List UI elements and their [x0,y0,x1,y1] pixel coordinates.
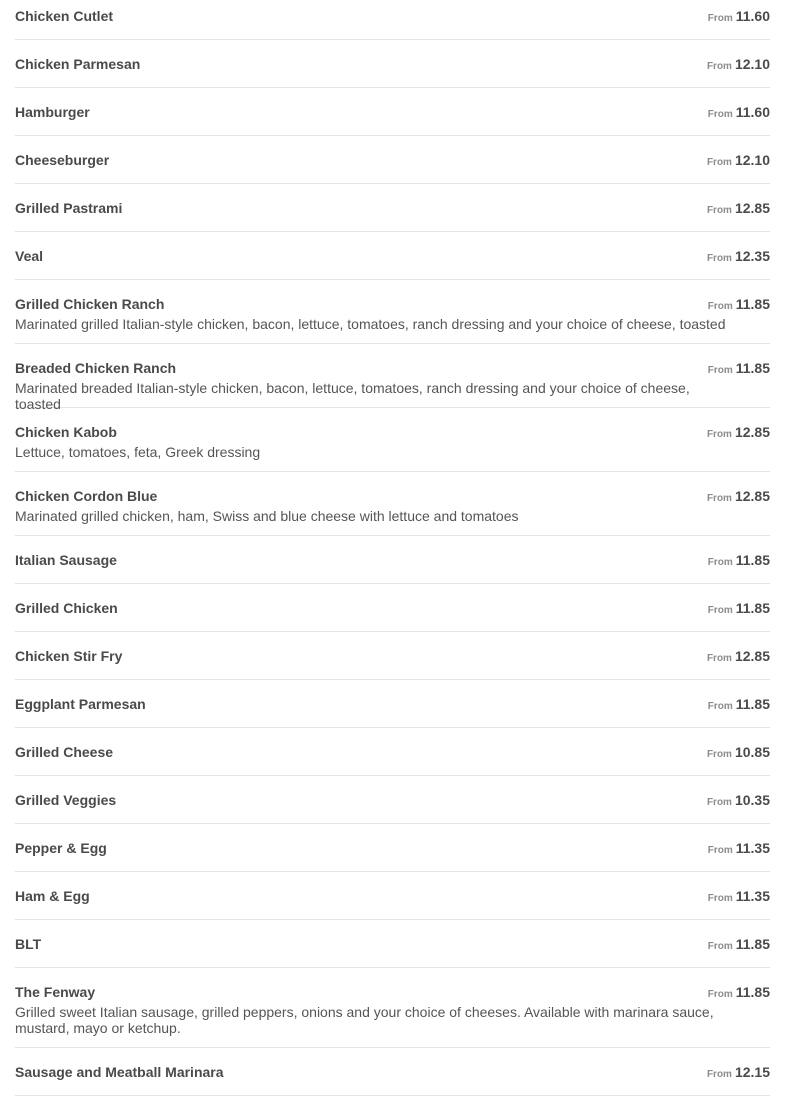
menu-item-price [708,356,770,383]
menu-item-price [707,52,770,79]
menu-item-description: Grilled sweet Italian sausage, grilled peppers, onions and your choice of cheeses. Available with marinara sauce, mustard, mayo or ketchup. [15,1004,714,1036]
price-prefix: From [707,301,733,312]
menu-item-header [15,788,770,812]
price-prefix: From [707,941,733,952]
menu-item-price [708,548,770,575]
menu-item-header [15,932,770,956]
menu-item-header [15,100,770,124]
menu-item-name: Grilled Chicken [15,600,118,616]
menu-item[interactable] [15,88,770,136]
price-value: 11.60 [735,104,770,120]
menu-item[interactable] [15,632,770,680]
price-value: 11.35 [735,840,770,856]
price-value: 10.85 [734,744,770,760]
menu-item-name: Eggplant Parmesan [15,696,146,712]
menu-item-price [707,148,770,175]
menu-item-header [15,292,770,316]
menu-item-price [708,100,770,127]
menu-item[interactable] [15,184,770,232]
menu-item[interactable] [15,344,770,412]
menu-item[interactable] [15,1048,770,1096]
price-value: 12.85 [734,648,770,664]
menu-item-name: Italian Sausage [15,552,117,568]
price-prefix: From [706,653,732,664]
menu-item-name: Chicken Cordon Blue [15,488,158,504]
menu-item-price [708,932,770,959]
menu-item[interactable] [15,536,770,584]
menu-item-header [15,884,770,908]
menu-item-header [15,148,770,172]
menu-item-header [15,420,770,444]
menu-item[interactable] [15,40,770,88]
price-value: 12.15 [734,1064,770,1080]
menu-item[interactable] [15,232,770,280]
menu-item[interactable] [15,584,770,632]
menu-item-name: Hamburger [15,104,90,120]
price-value: 11.60 [735,8,770,24]
price-value: 11.85 [735,360,770,376]
menu-item[interactable] [15,136,770,184]
price-prefix: From [707,365,733,376]
menu-item-price [707,244,770,271]
menu-item-price [707,196,770,223]
menu-item-name: Pepper & Egg [15,840,107,856]
menu-item-name: Grilled Pastrami [15,200,123,216]
menu-item-price [707,484,770,511]
price-value: 12.85 [734,488,770,504]
menu-item-header [15,692,770,716]
menu-item[interactable] [15,872,770,920]
price-prefix: From [706,1069,732,1080]
menu-item-header [15,644,770,668]
menu-item-price [707,740,770,767]
menu-item-price [708,980,770,1007]
menu-item-name: Grilled Chicken Ranch [15,296,165,312]
price-prefix: From [707,557,733,568]
price-prefix: From [706,429,732,440]
menu-item-header [15,196,770,220]
price-prefix: From [706,253,732,264]
price-prefix: From [707,605,733,616]
price-value: 11.85 [735,296,770,312]
menu-item-header [15,244,770,268]
menu-item[interactable] [15,728,770,776]
menu-item-price [708,292,770,319]
menu-item-name: Sausage and Meatball Marinara [15,1064,224,1080]
menu-item-header [15,836,770,860]
menu-item-name: Breaded Chicken Ranch [15,360,177,376]
menu-item-price [707,1060,770,1087]
menu-item-price [708,4,770,31]
price-value: 11.85 [735,984,770,1000]
menu-item-description: Marinated breaded Italian-style chicken, bacon, lettuce, tomatoes, ranch dressing and your choice of cheese, toasted [15,380,690,412]
menu-item-header [15,4,770,28]
price-value: 11.85 [735,600,770,616]
menu-item-name: Chicken Stir Fry [15,648,123,664]
menu-item[interactable] [15,776,770,824]
price-prefix: From [706,61,732,72]
menu-item[interactable] [15,0,770,40]
menu-item-header [15,52,770,76]
menu-item-name: Chicken Parmesan [15,56,141,72]
menu-item-name: Ham & Egg [15,888,90,904]
menu-item-price [707,788,770,815]
menu-item-name: Grilled Cheese [15,744,114,760]
price-value: 11.85 [735,552,770,568]
menu-item-name: BLT [15,936,42,952]
menu-item-header [15,740,770,764]
menu-item-name: Chicken Kabob [15,424,117,440]
menu-item-header [15,1060,770,1084]
price-value: 12.35 [734,248,770,264]
menu-item-header [15,484,770,508]
price-prefix: From [707,109,733,120]
price-value: 11.35 [735,888,770,904]
menu-list [15,0,770,1096]
menu-item-header [15,980,770,1004]
price-prefix: From [707,989,733,1000]
price-prefix: From [706,157,732,168]
price-value: 11.85 [735,936,770,952]
menu-item-price [708,836,770,863]
price-prefix: From [706,493,732,504]
price-value: 12.85 [734,424,770,440]
price-prefix: From [707,701,733,712]
menu-item[interactable] [15,408,770,472]
menu-item[interactable] [15,824,770,872]
menu-item-name: Veal [15,248,44,264]
menu-item-description: Lettuce, tomatoes, feta, Greek dressing [15,444,261,460]
menu-item-price [708,884,770,911]
price-prefix: From [706,205,732,216]
menu-item-price [708,596,770,623]
price-value: 11.85 [735,696,770,712]
menu-item[interactable] [15,280,770,344]
price-prefix: From [707,13,733,24]
menu-item-description: Marinated grilled chicken, ham, Swiss and blue cheese with lettuce and tomatoes [15,508,519,524]
menu-item[interactable] [15,968,770,1048]
price-prefix: From [707,893,733,904]
price-value: 12.85 [734,200,770,216]
menu-item-name: Cheeseburger [15,152,110,168]
menu-item-header [15,548,770,572]
price-prefix: From [706,749,732,760]
price-prefix: From [707,845,733,856]
menu-item-price [707,644,770,671]
menu-item[interactable] [15,472,770,536]
menu-item[interactable] [15,680,770,728]
menu-item[interactable] [15,920,770,968]
price-value: 12.10 [734,56,770,72]
menu-item-header [15,356,770,380]
menu-item-description: Marinated grilled Italian-style chicken, bacon, lettuce, tomatoes, ranch dressing and your choice of cheese, toasted [15,316,726,332]
menu-item-name: Chicken Cutlet [15,8,114,24]
price-value: 10.35 [734,792,770,808]
menu-item-price [708,692,770,719]
price-prefix: From [706,797,732,808]
menu-item-price [707,420,770,447]
price-value: 12.10 [734,152,770,168]
menu-item-name: The Fenway [15,984,96,1000]
menu-item-header [15,596,770,620]
menu-item-name: Grilled Veggies [15,792,117,808]
